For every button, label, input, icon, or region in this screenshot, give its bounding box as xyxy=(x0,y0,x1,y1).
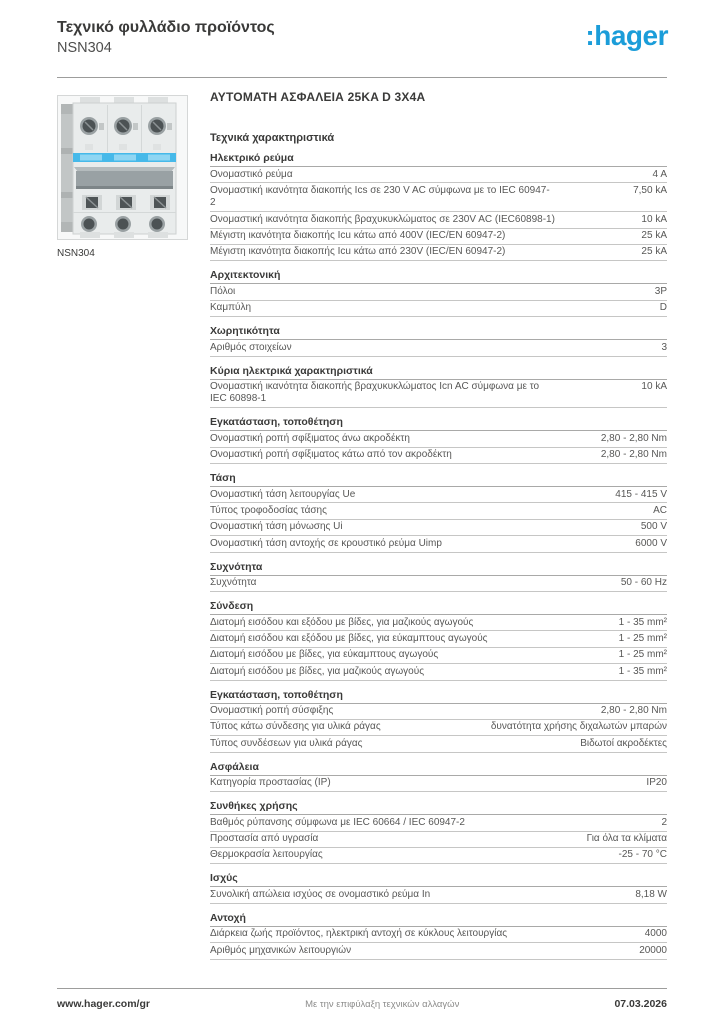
spec-row xyxy=(210,167,667,183)
spec-row xyxy=(210,848,667,864)
spec-row xyxy=(210,340,667,356)
spec-section xyxy=(210,800,667,864)
spec-value: Για όλα τα κλίματα xyxy=(586,833,667,845)
spec-section xyxy=(210,872,667,903)
spec-section xyxy=(210,689,667,753)
section-rows xyxy=(210,887,667,903)
spec-row xyxy=(210,776,667,792)
document-title: Τεχνικό φυλλάδιο προϊόντος xyxy=(57,19,275,36)
spec-label: Βαθμός ρύπανσης σύμφωνα με IEC 60664 / IEC 60947-2 xyxy=(210,816,465,828)
header-divider xyxy=(57,77,667,78)
spec-value: 4000 xyxy=(644,928,667,940)
spec-value: 50 - 60 Hz xyxy=(620,577,667,589)
spec-value: 500 V xyxy=(640,521,667,533)
spec-label: Τύπος συνδέσεων για υλικά ράγας xyxy=(210,737,363,749)
section-rows xyxy=(210,776,667,792)
spec-label: Διατομή εισόδου με βίδες, για εύκαμπτους αγωγούς xyxy=(210,649,439,661)
section-title: Συχνότητα xyxy=(210,561,667,576)
spec-row xyxy=(210,720,667,736)
spec-value: 8,18 W xyxy=(635,888,667,900)
spec-row xyxy=(210,887,667,903)
spec-value: 2,80 - 2,80 Nm xyxy=(600,449,667,461)
spec-row xyxy=(210,448,667,464)
spec-row xyxy=(210,503,667,519)
spec-row xyxy=(210,631,667,647)
product-figure xyxy=(57,95,188,259)
spec-value: 2,80 - 2,80 Nm xyxy=(600,432,667,444)
spec-row xyxy=(210,536,667,552)
mid-screws xyxy=(82,195,170,210)
top-screws xyxy=(80,117,172,135)
spec-label: Ονομαστική τάση αντοχής σε κρουστικό ρεύμα Uimp xyxy=(210,537,442,549)
spec-sections xyxy=(210,152,667,960)
section-rows xyxy=(210,927,667,960)
spec-label: Ονομαστική ροπή σφίξιματος άνω ακροδέκτη xyxy=(210,432,410,444)
section-title: Κύρια ηλεκτρικά χαρακτηριστικά xyxy=(210,365,667,380)
spec-label: Ονομαστική ροπή σύσφιξης xyxy=(210,705,334,717)
section-title: Ασφάλεια xyxy=(210,761,667,776)
spec-row xyxy=(210,487,667,503)
section-title: Ισχύς xyxy=(210,872,667,887)
spec-value: 3P xyxy=(654,285,667,297)
spec-row xyxy=(210,943,667,959)
section-title: Σύνδεση xyxy=(210,600,667,615)
spec-row xyxy=(210,576,667,592)
spec-label: Μέγιστη ικανότητα διακοπής Icu κάτω από 400V (IEC/EN 60947-2) xyxy=(210,230,506,242)
spec-label: Ονομαστική ικανότητα διακοπής Ics σε 230 V AC σύμφωνα με το IEC 60947-2 xyxy=(210,184,550,209)
spec-section xyxy=(210,561,667,592)
spec-row xyxy=(210,664,667,680)
spec-section xyxy=(210,365,667,409)
section-title: Συνθήκες χρήσης xyxy=(210,800,667,815)
section-rows xyxy=(210,340,667,356)
spec-row xyxy=(210,832,667,848)
spec-label: Τύπος τροφοδοσίας τάσης xyxy=(210,504,327,516)
spec-value: 1 - 25 mm² xyxy=(618,649,667,661)
section-title: Τάση xyxy=(210,472,667,487)
section-rows xyxy=(210,380,667,409)
spec-row xyxy=(210,212,667,228)
spec-value: 2,80 - 2,80 Nm xyxy=(600,705,667,717)
section-rows xyxy=(210,431,667,464)
spec-value: 10 kA xyxy=(641,381,667,393)
footer-website: www.hager.com/gr xyxy=(57,998,150,1010)
section-rows xyxy=(210,704,667,753)
document-footer xyxy=(57,988,667,1010)
spec-value: δυνατότητα χρήσης διχαλωτών μπαρών xyxy=(490,721,667,733)
footer-divider xyxy=(57,988,667,989)
spec-row xyxy=(210,520,667,536)
spec-label: Συχνότητα xyxy=(210,577,257,589)
section-title: Αρχιτεκτονική xyxy=(210,269,667,284)
spec-value: 415 - 415 V xyxy=(615,488,667,500)
spec-row xyxy=(210,245,667,261)
spec-value: 20000 xyxy=(639,944,667,956)
section-title: Αντοχή xyxy=(210,912,667,927)
spec-row xyxy=(210,736,667,752)
spec-section xyxy=(210,416,667,464)
section-title: Εγκατάσταση, τοποθέτηση xyxy=(210,689,667,704)
specs-heading: Τεχνικά χαρακτηριστικά xyxy=(210,132,335,144)
spec-section xyxy=(210,472,667,553)
spec-value: 25 kA xyxy=(641,230,667,242)
hager-logo: :hager xyxy=(585,20,668,51)
circuit-breaker-image xyxy=(58,96,187,239)
spec-label: Αριθμός στοιχείων xyxy=(210,341,292,353)
spec-label: Διατομή εισόδου και εξόδου με βίδες, για εύκαμπτους αγωγούς xyxy=(210,632,488,644)
spec-row xyxy=(210,301,667,317)
spec-section xyxy=(210,325,667,356)
spec-row xyxy=(210,615,667,631)
spec-section xyxy=(210,912,667,960)
section-rows xyxy=(210,815,667,864)
section-rows xyxy=(210,167,667,261)
spec-section xyxy=(210,269,667,317)
spec-row xyxy=(210,431,667,447)
spec-value: 1 - 35 mm² xyxy=(618,665,667,677)
spec-value: Βιδωτοί ακροδέκτες xyxy=(580,737,667,749)
spec-row xyxy=(210,648,667,664)
spec-label: Ονομαστική τάση λειτουργίας Ue xyxy=(210,488,356,500)
product-image-frame xyxy=(57,95,188,240)
spec-row xyxy=(210,183,667,212)
spec-section xyxy=(210,761,667,792)
spec-label: Θερμοκρασία λειτουργίας xyxy=(210,849,323,861)
document-header xyxy=(57,18,275,56)
spec-section xyxy=(210,600,667,681)
section-rows xyxy=(210,487,667,553)
spec-label: Ονομαστική τάση μόνωσης Ui xyxy=(210,521,343,533)
spec-value: 7,50 kA xyxy=(633,184,667,196)
spec-value: 4 A xyxy=(652,168,667,180)
spec-label: Διατομή εισόδου και εξόδου με βίδες, για μαζικούς αγωγούς xyxy=(210,616,474,628)
spec-row xyxy=(210,927,667,943)
spec-value: 10 kA xyxy=(641,213,667,225)
spec-label: Πόλοι xyxy=(210,285,236,297)
specifications-panel xyxy=(210,90,667,960)
spec-value: 1 - 25 mm² xyxy=(618,632,667,644)
spec-value: 6000 V xyxy=(635,537,667,549)
product-image-caption: NSN304 xyxy=(57,248,95,259)
document-reference: NSN304 xyxy=(57,40,112,56)
spec-label: Ονομαστική ροπή σφίξιματος κάτω από τον ακροδέκτη xyxy=(210,449,452,461)
spec-section xyxy=(210,152,667,261)
spec-row xyxy=(210,380,667,409)
spec-value: -25 - 70 °C xyxy=(618,849,667,861)
spec-row xyxy=(210,815,667,831)
spec-value: 3 xyxy=(661,341,667,353)
spec-label: Μέγιστη ικανότητα διακοπής Icu κάτω από 230V (IEC/EN 60947-2) xyxy=(210,246,506,258)
spec-value: 1 - 35 mm² xyxy=(618,616,667,628)
spec-label: Διάρκεια ζωής προϊόντος, ηλεκτρική αντοχή σε κύκλους λειτουργίας xyxy=(210,928,508,940)
footer-disclaimer: Με την επιφύλαξη τεχνικών αλλαγών xyxy=(305,999,460,1010)
spec-label: Συνολική απώλεια ισχύος σε ονομαστικό ρεύμα In xyxy=(210,888,431,900)
spec-row xyxy=(210,284,667,300)
bottom-screws xyxy=(81,216,165,232)
spec-value: D xyxy=(659,302,667,314)
section-rows xyxy=(210,284,667,317)
spec-value: 2 xyxy=(661,816,667,828)
spec-row xyxy=(210,229,667,245)
spec-label: Αριθμός μηχανικών λειτουργιών xyxy=(210,944,352,956)
section-title: Χωρητικότητα xyxy=(210,325,667,340)
section-rows xyxy=(210,615,667,681)
section-title: Εγκατάσταση, τοποθέτηση xyxy=(210,416,667,431)
product-title: ΑΥΤΟΜΑΤΗ ΑΣΦΑΛΕΙΑ 25KA D 3X4A xyxy=(210,90,426,104)
spec-label: Διατομή εισόδου με βίδες, για μαζικούς αγωγούς xyxy=(210,665,425,677)
spec-label: Προστασία από υγρασία xyxy=(210,833,319,845)
spec-value: IP20 xyxy=(646,777,667,789)
footer-date: 07.03.2026 xyxy=(614,998,667,1010)
section-rows xyxy=(210,576,667,592)
spec-value: AC xyxy=(653,504,667,516)
spec-label: Τύπος κάτω σύνδεσης για υλικά ράγας xyxy=(210,721,381,733)
spec-row xyxy=(210,704,667,720)
spec-label: Ονομαστικό ρεύμα xyxy=(210,168,293,180)
spec-label: Ονομαστική ικανότητα διακοπής βραχυκυκλώματος σε 230V AC (IEC60898-1) xyxy=(210,213,555,225)
spec-label: Κατηγορία προστασίας (IP) xyxy=(210,777,331,789)
spec-label: Ονομαστική ικανότητα διακοπής βραχυκυκλώματος Icn AC σύμφωνα με το IEC 60898-1 xyxy=(210,381,540,405)
spec-label: Καμπύλη xyxy=(210,302,252,314)
spec-value: 25 kA xyxy=(641,246,667,258)
section-title: Ηλεκτρικό ρεύμα xyxy=(210,152,667,167)
